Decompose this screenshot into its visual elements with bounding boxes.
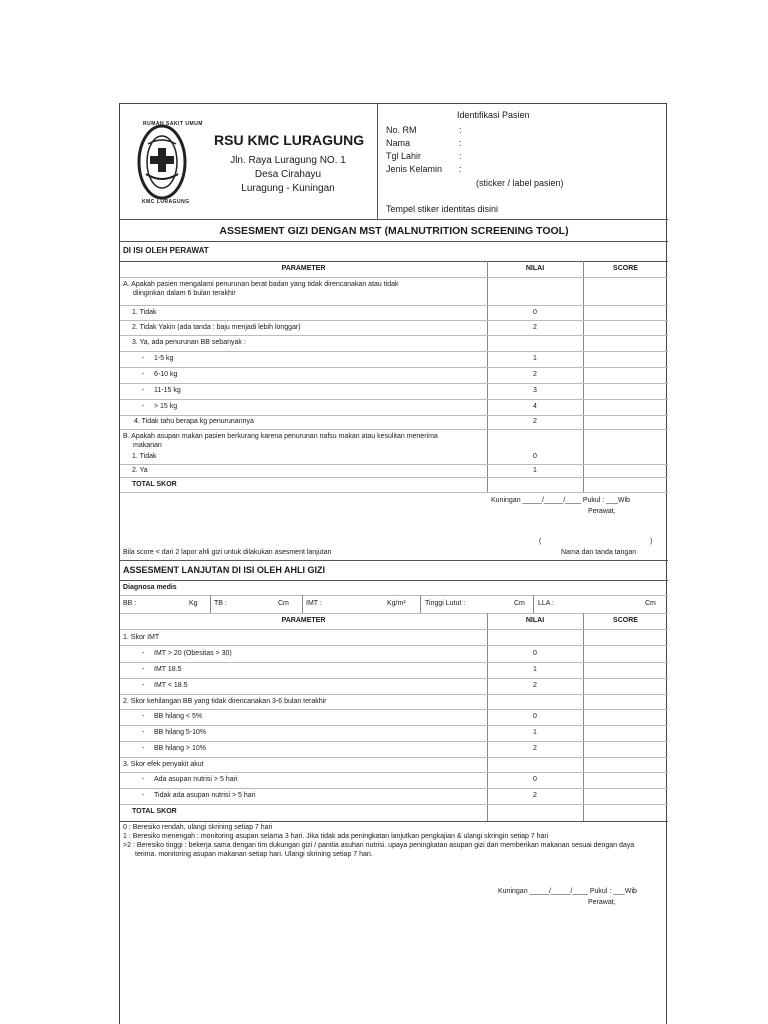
address-line: Jln. Raya Luragung NO. 1: [230, 155, 346, 166]
bullet: -: [142, 387, 145, 394]
item-nilai: 0: [533, 650, 537, 657]
section1-note: Bila score < dari 2 lapor ahli gizi untuk dilakukan asesment lanjutan: [123, 549, 332, 556]
row-nilai: 0: [533, 309, 537, 316]
row-nilai: 0: [533, 453, 537, 460]
imt-label: IMT :: [306, 600, 322, 607]
item-label: IMT 18.5: [154, 666, 182, 673]
tb-unit: Cm: [278, 600, 289, 607]
bb-unit: Kg: [189, 600, 198, 607]
lla-label: LLA :: [538, 600, 554, 607]
logo-text-top: RUMAH SAKIT UMUM: [143, 121, 203, 127]
row-label: 6-10 kg: [154, 371, 178, 378]
item-nilai: 2: [533, 745, 537, 752]
row-label: 2. Tidak Yakin (ada tanda : baju menjadi lebih longgar): [132, 324, 301, 331]
tinggi-lutut-label: Tinggi Lutut :: [425, 600, 466, 607]
patient-id-title: Identifikasi Pasien: [457, 110, 530, 120]
score-legend: [123, 823, 665, 859]
diagnosa-label: Diagnosa medis: [123, 584, 177, 591]
imt-unit: Kg/m²: [387, 600, 406, 607]
form-title: ASSESMENT GIZI DENGAN MST (MALNUTRITION SCREENING TOOL): [219, 225, 569, 237]
hospital-logo: [136, 122, 188, 202]
address-line: Luragung - Kuningan: [241, 183, 335, 194]
tb-label: TB :: [214, 600, 227, 607]
question-b: B. Apakah asupan makan pasien berkurang karena penurunan nafsu makan atau kesulitan menerima makanan: [123, 433, 438, 449]
legend-line: 0 : Beresiko rendah, ulangi skrining setiap 7 hari: [123, 824, 273, 831]
row-nilai: 4: [533, 403, 537, 410]
row-nilai: 1: [533, 467, 537, 474]
paren-open: (: [539, 538, 542, 545]
logo-text-bottom: KMC LURAGUNG: [142, 199, 190, 205]
mst-form-page: RUMAH SAKIT UMUM KMC LURAGUNG RSU KMC LURAGUNG Jln. Raya Luragung NO. 1 Desa Cirahayu Luragung - Kuningan Identifikasi Pasien No. RM Nama Tgl Lahir Jenis Kelamin : : : : (sticker / label pasien) Tempel stiker identitas disini ASSESMENT GIZI DENGAN MST (MALNUTRITION SCREENING TOOL) DI ISI OLEH PERAWAT PARAMETER NILAI SCORE A. Apakah pasien mengalami penurunan berat badan yang tidak direncanakan atau tidak diinginkan dalam 6 bulan terakhir 1. Tidak 0 2. Tidak Yakin (ada tanda : baju menjadi lebih longgar) 2 3. Ya, ada penurunan BB sebanyak : - 1-5 kg 1 - 6-10 kg 2 - 11-15 kg 3 - > 15 kg 4 4. Tidak tahu berapa kg penurunannya 2 B. Apakah asupan makan pasien berkurang karena penurunan nafsu makan atau kesulitan menerima makanan 1. Tidak 0 2. Ya 1 TOTAL SKOR Kuningan _____/_____/____ Pukul : ___Wib Perawat, ( ) Bila score < dari 2 lapor ahli gizi untuk dilakukan asesment lanjutan Nama dan tanda tangan ASSESMENT LANJUTAN DI ISI OLEH AHLI GIZI Diagnosa medis BB : Kg TB : Cm IMT : Kg/m² Tinggi Lutut : Cm LLA : Cm PARAMETER NILAI SCORE 1. Skor IMT - IMT > 20 (Obesitas > 30) 0 - IMT 18.5 1 - IMT < 18.5 2 2. Skor kehilangan BB yang tidak direncanakan 3-6 bulan terakhir - BB hilang < 5% 0 - BB hilang 5-10% 1 - BB hilang > 10% 2 3. Skor efek penyakit akut - Ada asupan nutrisi > 5 hari 0 - Tidak ada asupan nutrisi > 5 hari 2 TOTAL SKOR 0 : Beresiko rendah, ulangi skrining setiap 7 hari 1 : Beresiko menengah : monitoring asupan selama 3 hari. Jika tidak ada peningkatan lanjutkan pengkajian & ulangi skringin setiap 7 hari >2 : Beresiko tinggi : bekerja sama dengan tim dukungan gizi / panitia asuhan nutrisi. upaya peningkatan asupan gizi dan memberikan makanan sesuai dengan daya terima. monitoring asupan makanan setiap hari. Ulangi skrining setiap 7 hari. Kuningan _____/_____/____ Pukul : ___Wib Perawat,: [119, 103, 667, 1024]
paren-close: ): [650, 538, 653, 545]
bb-label: BB :: [123, 600, 137, 607]
item-label: Tidak ada asupan nutrisi > 5 hari: [154, 792, 256, 799]
sticker-note: Tempel stiker identitas disini: [386, 204, 499, 214]
item-label: BB hilang > 10%: [154, 745, 206, 752]
bullet: -: [142, 355, 145, 362]
item-label: IMT < 18.5: [154, 682, 188, 689]
signer-role: Perawat,: [588, 899, 616, 906]
date-line: Kuningan _____/_____/____ Pukul : ___Wib: [498, 888, 637, 895]
hospital-address: [208, 154, 368, 196]
row-nilai: 2: [533, 418, 537, 425]
row-label: 1. Tidak: [132, 453, 157, 460]
col-parameter: PARAMETER: [281, 265, 326, 272]
item-nilai: 2: [533, 682, 537, 689]
item-label: BB hilang < 5%: [154, 713, 203, 720]
field-nama: Nama: [386, 138, 411, 148]
row-label: 4. Tidak tahu berapa kg penurunannya: [134, 418, 254, 425]
col-nilai: NILAI: [525, 617, 545, 624]
row-label: 1-5 kg: [154, 355, 174, 362]
item-nilai: 1: [533, 729, 537, 736]
legend-line: >2 : Beresiko tinggi : bekerja sama dengan tim dukungan gizi / panitia asuhan nutrisi. upaya peningkatan asupan gizi dan memberikan makanan sesuai dengan daya: [123, 842, 635, 849]
row-label: 1. Tidak: [132, 309, 157, 316]
patient-id-colons: : : : :: [459, 125, 462, 174]
tinggi-lutut-unit: Cm: [514, 600, 525, 607]
group-title: 2. Skor kehilangan BB yang tidak direncanakan 3-6 bulan terakhir: [123, 698, 327, 705]
item-nilai: 0: [533, 713, 537, 720]
hospital-name: RSU KMC LURAGUNG: [214, 132, 365, 148]
item-nilai: 0: [533, 776, 537, 783]
item-label: Ada asupan nutrisi > 5 hari: [154, 776, 238, 783]
sticker-label: (sticker / label pasien): [476, 178, 564, 188]
item-label: BB hilang 5-10%: [154, 729, 207, 736]
row-nilai: 3: [533, 387, 537, 394]
section1-heading: DI ISI OLEH PERAWAT: [123, 246, 209, 255]
address-line: Desa Cirahayu: [254, 169, 322, 180]
item-nilai: 2: [533, 792, 537, 799]
signer-role: Perawat,: [588, 508, 616, 515]
total-skor-label: TOTAL SKOR: [132, 481, 177, 488]
col-nilai: NILAI: [525, 265, 545, 272]
item-label: IMT > 20 (Obesitas > 30): [154, 650, 232, 657]
bullet: -: [142, 403, 145, 410]
sign-label: Nama dan tanda tangan: [561, 549, 637, 556]
row-label: > 15 kg: [154, 403, 178, 410]
patient-id-fields: [386, 124, 442, 176]
row-nilai: 1: [533, 355, 537, 362]
section2-heading: ASSESMENT LANJUTAN DI ISI OLEH AHLI GIZI: [123, 565, 326, 575]
lla-unit: Cm: [645, 600, 656, 607]
row-nilai: 2: [533, 324, 537, 331]
total-skor-label: TOTAL SKOR: [132, 808, 177, 815]
row-label: 3. Ya, ada penurunan BB sebanyak :: [132, 339, 246, 346]
group-title: 3. Skor efek penyakit akut: [123, 761, 204, 768]
field-jenis-kelamin: Jenis Kelamin: [386, 164, 443, 174]
row-label: 11-15 kg: [154, 387, 181, 394]
date-line: Kuningan _____/_____/____ Pukul : ___Wib: [491, 497, 630, 504]
question-a: A. Apakah pasien mengalami penurunan berat badan yang tidak direncanakan atau tidak diinginkan dalam 6 bulan terakhir: [123, 281, 399, 297]
bullet: -: [142, 371, 145, 378]
legend-line: 1 : Beresiko menengah : monitoring asupan selama 3 hari. Jika tidak ada peningkatan lanjutkan pengkajian & ulangi skringin setiap 7 hari: [123, 833, 549, 840]
field-no-rm: No. RM: [386, 125, 417, 135]
field-tgl-lahir: Tgl Lahir: [386, 151, 422, 161]
legend-line: terima. monitoring asupan makanan setiap hari. Ulangi skrining setiap 7 hari.: [135, 851, 373, 858]
col-score: SCORE: [613, 617, 638, 624]
group-title: 1. Skor IMT: [123, 634, 160, 641]
row-label: 2. Ya: [132, 467, 148, 474]
col-parameter: PARAMETER: [281, 617, 326, 624]
col-score: SCORE: [613, 265, 638, 272]
row-nilai: 2: [533, 371, 537, 378]
item-nilai: 1: [533, 666, 537, 673]
